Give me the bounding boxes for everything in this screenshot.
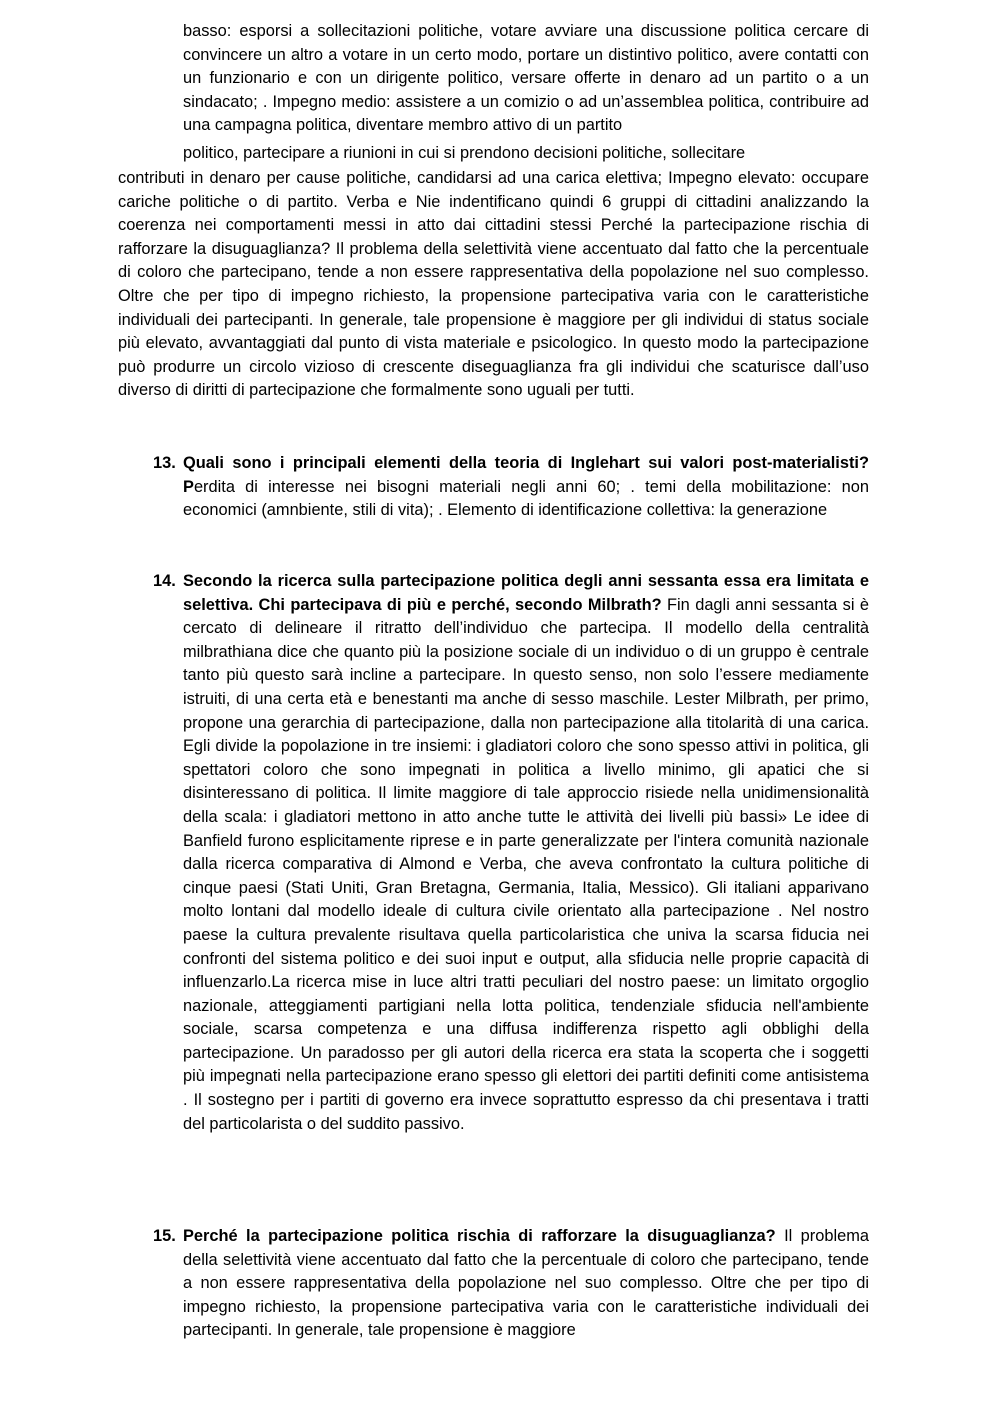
question-answer: Il problema della selettività viene accentuato dal fatto che la percentuale di coloro che partecipano, tende a non essere rappresentativa della popolazione nel suo complesso. Oltre che per tipo di impegno richiesto, la propensione partecipativa varia con le caratteristiche individuali dei partecipanti. In generale, tale propensione è maggiore [183,1227,869,1340]
intro-indented-paragraph: basso: esporsi a sollecitazioni politiche, votare avviare una discussione politica cercare di convincere un altro a votare in un certo modo, portare un distintivo politico, avere contatti con un funzionario e con un dirigente politico, versare offerte in denaro ad un partito o a un sindacato; . Impegno medio: assistere a un comizio o ad un’assemblea politica, contribuire ad una campagna politica, diventare membro attivo di un partito [183,22,869,135]
question-number: 15. [153,1227,176,1245]
question-number: 14. [153,572,176,590]
question-15 [153,1225,869,1343]
question-number: 13. [153,454,176,472]
intro-full-paragraph: contributi in denaro per cause politiche, candidarsi ad una carica elettiva; Impegno elevato: occupare cariche politiche o di partito. Verba e Nie indentificano quindi 6 gruppi di cittadini analizzando la coerenza nei comportamenti messi in atto dai cittadini stessi Perché la partecipazione rischia di rafforzare la disuguaglianza? Il problema della selettività viene accentuato dal fatto che la percentuale di coloro che partecipano, tende a non essere rappresentativa della popolazione nel suo complesso. Oltre che per tipo di impegno richiesto, la propensione partecipativa varia con le caratteristiche individuali dei partecipanti. In generale, tale propensione è maggiore per gli individui di status sociale più elevato, avvantaggiati dal punto di vista materiale e psicologico. In questo modo la partecipazione può produrre un circolo vizioso di crescente diseguaglianza fra gli individui che scaturisce dall’uso diverso di diritti di partecipazione che formalmente sono uguali per tutti. [118,169,869,400]
question-13 [153,452,869,523]
question-title: Quali sono i principali elementi della teoria di Inglehart sui valori post-materialisti? P [183,454,869,496]
question-title: Secondo la ricerca sulla partecipazione politica degli anni sessanta essa era limitata e selettiva. Chi partecipava di più e perché, secondo Milbrath? [183,572,869,614]
question-14 [153,570,869,1136]
question-answer: Fin dagli anni sessanta si è cercato di delineare il ritratto dell’individuo che partecipa. Il modello della centralità milbrathiana dice che quanto più la posizione sociale di un individuo o di un gruppo è centrale tanto più questo sarà incline a partecipare. In questo senso, non solo l’essere mediamente istruiti, di una certa età e benestanti ma anche di sesso maschile. Lester Milbrath, per primo, propone una gerarchia di partecipazione, dalla non partecipazione alla titolarità di una carica. Egli divide la popolazione in tre insiemi: i gladiatori coloro che sono spesso attivi in politica, gli spettatori coloro che sono impegnati in politica a livello minimo, gli apatici che si disinteressano di politica. Il limite maggiore di tale approccio risiede nella unidimensionalità della scala: i gladiatori mettono in atto anche tutte le attività dei livelli più bassi» Le idee di Banfield furono esplicitamente riprese e in parte generalizzate per l'intera comunità nazionale dalla ricerca comparativa di Almond e Verba, che aveva confrontato la cultura politiche di cinque paesi (Stati Uniti, Gran Bretagna, Germania, Italia, Messico). Gli italiani apparivano molto lontani dal modello ideale di cultura civile orientato alla partecipazione . Nel nostro paese la cultura prevalente risultava quella particolaristica che univa la scarsa fiducia nei confronti del sistema politico e dei suoi input e output, alla sfiducia nelle proprie capacità di influenzarlo.La ricerca mise in luce altri tratti peculiari del nostro paese: un limitato orgoglio nazionale, atteggiamenti partigiani nella lotta politica, tendenziale sfiducia nell'ambiente sociale, scarsa competenza e una diffusa indifferenza rispetto agli obblighi della partecipazione. Un paradosso per gli autori della ricerca era stata la scoperta che i soggetti più impegnati nella partecipazione erano spesso gli elettori dei partiti definiti come antisistema . Il sostegno per i partiti di governo era invece soprattutto espresso da chi presentava i tratti del particolarista o del suddito passivo. [183,595,869,1133]
intro-indented-last-line: politico, partecipare a riunioni in cui si prendono decisioni politiche, sollecitare [183,144,746,162]
question-title: Perché la partecipazione politica rischia di rafforzare la disuguaglianza? [183,1227,776,1245]
question-answer: erdita di interesse nei bisogni materiali negli anni 60; . temi della mobilitazione: non economici (amnbiente, stili di vita); . Elemento di identificazione collettiva: la generazione [183,477,869,520]
